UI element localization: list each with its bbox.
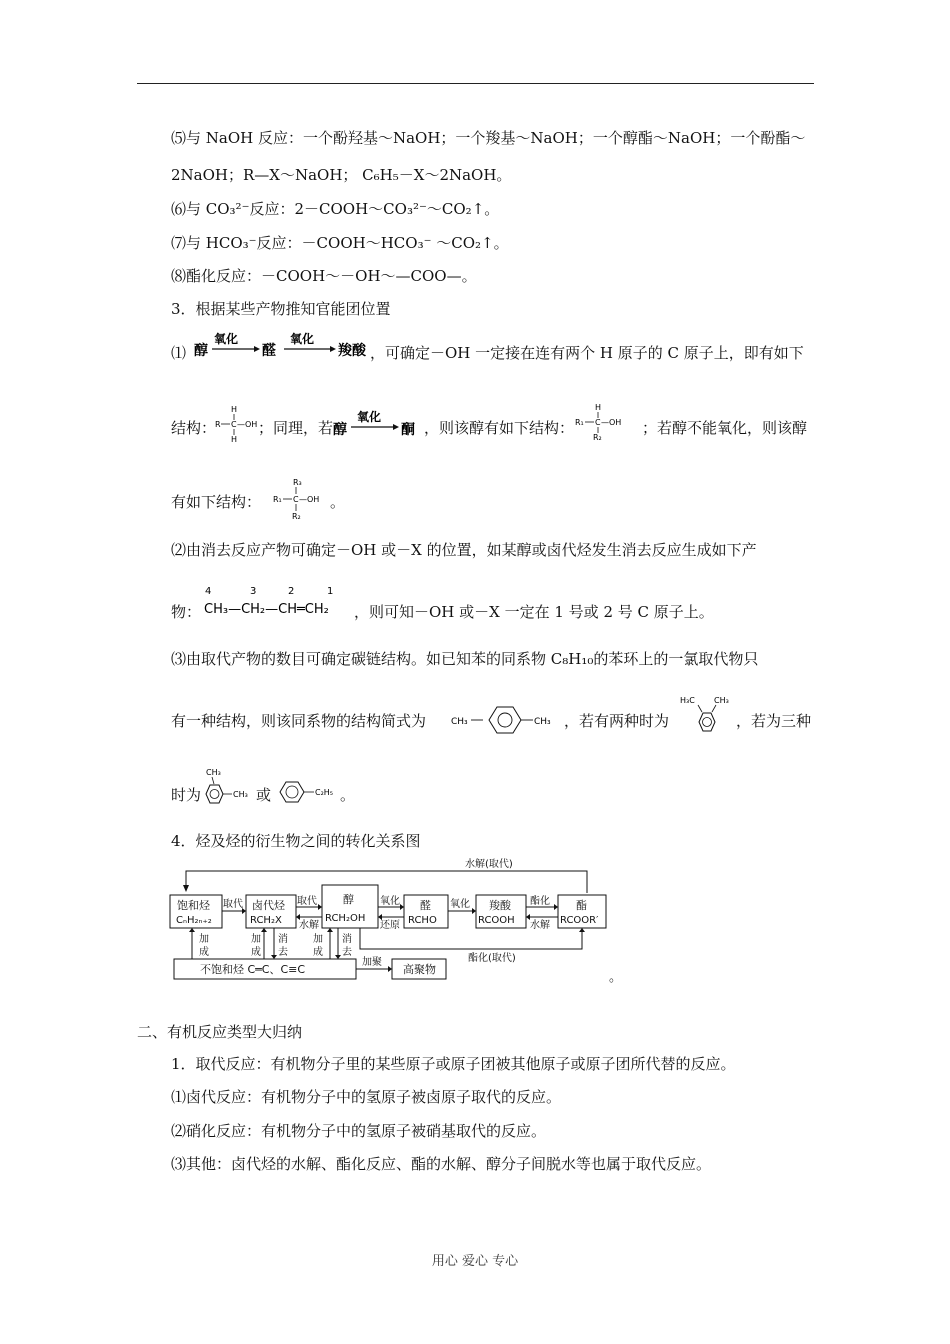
item-1-label: ⑴ [171,344,187,362]
svg-text:加: 加 [199,934,209,945]
item-1-text: ，可确定－OH 一定接在连有两个 H 原子的 C 原子上，即有如下 [370,344,804,362]
heading-4: 4．烃及烃的衍生物之间的转化关系图 [171,832,421,850]
svg-text:饱和烃: 饱和烃 [177,899,210,912]
tertiary-end: 。 [330,493,346,511]
chain-acid: 羧酸 [338,343,366,359]
three-structure-text: ，若为三种 [736,712,812,730]
svg-text:还原: 还原 [380,920,400,931]
three-label: 时为 [171,786,202,804]
svg-text:CH₃: CH₃ [534,717,551,727]
conversion-flowchart [168,855,608,983]
meta-xylene-structure [202,766,258,810]
svg-text:1: 1 [327,586,334,597]
two-structure-text: ，若有两种时为 [564,712,670,730]
svg-text:CH₃: CH₃ [233,790,248,799]
svg-text:—OH: —OH [299,495,320,504]
svg-text:酮: 酮 [401,422,415,438]
svg-text:酯化: 酯化 [530,896,550,907]
chain-op1: 氧化 [214,332,239,346]
ketone-chain-figure [331,406,431,438]
line-naoh: ⑸与 NaOH 反应：一个酚羟基～NaOH；一个羧基～NaOH；一个醇酯～NaOH；一个酚酯～ [171,129,806,147]
chain-op2: 氧化 [290,332,315,346]
svg-text:消: 消 [342,934,352,945]
tertiary-label: 有如下结构： [171,493,262,511]
svg-text:C: C [595,418,601,427]
svg-text:消: 消 [278,934,288,945]
svg-text:取代: 取代 [297,896,317,907]
svg-text:H: H [231,435,238,444]
product-label: 物： [171,603,202,621]
ethylbenzene-structure [276,774,342,810]
secondary-alcohol-text: ，则该醇有如下结构： [424,419,575,437]
svg-text:H: H [231,405,238,414]
tertiary-alcohol-structure [272,476,328,522]
page-footer: 用心 爱心 专心 [431,1254,519,1269]
svg-text:酯: 酯 [576,899,587,912]
flow-end-dot: 。 [609,970,623,985]
svg-text:水解: 水解 [299,920,319,931]
or-text: 或 [256,786,272,804]
svg-text:R₁: R₁ [575,418,584,427]
svg-text:R₂: R₂ [593,433,602,442]
item-2-text: ⑵由消去反应产物可确定－OH 或－X 的位置，如某醇或卤代烃发生消去反应生成如下产 [171,541,757,559]
svg-text:CₙH₂ₙ₊₂: CₙH₂ₙ₊₂ [176,915,212,926]
svg-text:—OH: —OH [237,420,258,429]
item-3-text: ⑶由取代产物的数目可确定碳链结构。如已知苯的同系物 C₈H₁₀的苯环上的一氯取代物只 [171,650,759,668]
svg-text:RCH₂X: RCH₂X [250,915,282,926]
svg-text:R₂: R₂ [292,512,301,521]
svg-text:成: 成 [251,947,261,958]
svg-text:加: 加 [313,934,323,945]
svg-text:氧化: 氧化 [450,899,470,910]
position-text: ，则可知－OH 或－X 一定在 1 号或 2 号 C 原子上。 [354,603,714,621]
primary-alcohol-structure [214,404,260,444]
flow-top-label: 水解(取代) [465,859,513,870]
oxidation-chain-figure [192,328,370,362]
svg-text:水解: 水解 [530,920,550,931]
svg-text:3: 3 [250,586,257,597]
heading-3: 3．根据某些产物推知官能团位置 [171,300,391,318]
sec2-item-1: 1．取代反应：有机物分子里的某些原子或原子团被其他原子或原子团所代替的反应。 [171,1055,736,1073]
svg-text:H₃C: H₃C [680,696,695,705]
struct-label: 结构： [171,419,217,437]
svg-text:—OH: —OH [601,418,622,427]
sec2-item-nitration: ⑵硝化反应：有机物分子中的氢原子被硝基取代的反应。 [171,1122,547,1140]
svg-text:醛: 醛 [420,899,431,912]
svg-text:R: R [215,420,221,429]
svg-text:加聚: 加聚 [362,957,382,968]
svg-text:RCH₂OH: RCH₂OH [325,913,366,924]
ortho-xylene-structure [678,692,736,742]
sec2-item-halogenation: ⑴卤代反应：有机物分子中的氢原子被卤原子取代的反应。 [171,1088,562,1106]
chain-arrowhead-1 [254,346,260,352]
svg-text:氧化: 氧化 [357,410,382,424]
chain-alcohol: 醇 [194,343,208,359]
svg-text:羧酸: 羧酸 [489,899,511,912]
secondary-alcohol-structure [574,402,628,442]
header-rule [137,83,814,84]
svg-text:不饱和烃 C═C、C≡C: 不饱和烃 C═C、C≡C [200,963,306,976]
three-end: 。 [340,786,356,804]
svg-text:醇: 醇 [343,893,354,906]
svg-text:加: 加 [251,934,261,945]
sec2-item-other: ⑶其他：卤代烃的水解、酯化反应、酯的水解、醇分子间脱水等也属于取代反应。 [171,1155,712,1173]
svg-text:取代: 取代 [223,899,243,910]
svg-text:成: 成 [199,947,209,958]
svg-text:氧化: 氧化 [380,896,400,907]
svg-text:RCHO: RCHO [408,915,437,926]
svg-text:CH₃—CH₂—CH═CH₂: CH₃—CH₂—CH═CH₂ [204,602,329,617]
chain-aldehyde: 醛 [262,343,276,359]
svg-text:醇: 醇 [333,422,347,438]
svg-text:去: 去 [342,947,352,958]
line-naoh-cont: 2NaOH；R—X～NaOH； C₆H₅－X～2NaOH。 [171,166,512,184]
para-xylene-structure [451,700,561,740]
chain-arrowhead-2 [330,346,336,352]
line-co3: ⑹与 CO₃²⁻反应：2－COOH～CO₃²⁻～CO₂↑。 [171,200,500,218]
svg-text:C: C [231,420,237,429]
svg-text:4: 4 [205,586,212,597]
butene-structure [202,583,352,619]
svg-text:2: 2 [288,586,295,597]
likewise-text: ；同理，若 [258,419,334,437]
svg-text:RCOOH: RCOOH [478,915,515,926]
svg-text:CH₃: CH₃ [714,696,729,705]
svg-text:成: 成 [313,947,323,958]
svg-text:RCOOR′: RCOOR′ [560,915,599,926]
tertiary-text: ；若醇不能氧化，则该醇 [642,419,808,437]
svg-text:R₃: R₃ [293,478,302,487]
svg-text:CH₃: CH₃ [451,717,468,727]
flow-bottom-label: 酯化(取代) [468,953,516,964]
svg-text:C₂H₅: C₂H₅ [315,788,334,797]
svg-text:卤代烃: 卤代烃 [252,899,285,912]
section-2-title: 二、有机反应类型大归纳 [137,1023,303,1041]
svg-text:C: C [293,495,299,504]
one-structure-text: 有一种结构，则该同系物的结构简式为 [171,712,427,730]
line-esterification: ⑻酯化反应：－COOH～－OH～—COO—。 [171,267,477,285]
svg-text:高聚物: 高聚物 [403,963,436,976]
line-hco3: ⑺与 HCO₃⁻反应：－COOH～HCO₃⁻ ～CO₂↑。 [171,234,509,252]
svg-text:去: 去 [278,947,288,958]
svg-text:R₁: R₁ [273,495,282,504]
svg-text:H: H [595,403,602,412]
svg-text:CH₃: CH₃ [206,768,221,777]
